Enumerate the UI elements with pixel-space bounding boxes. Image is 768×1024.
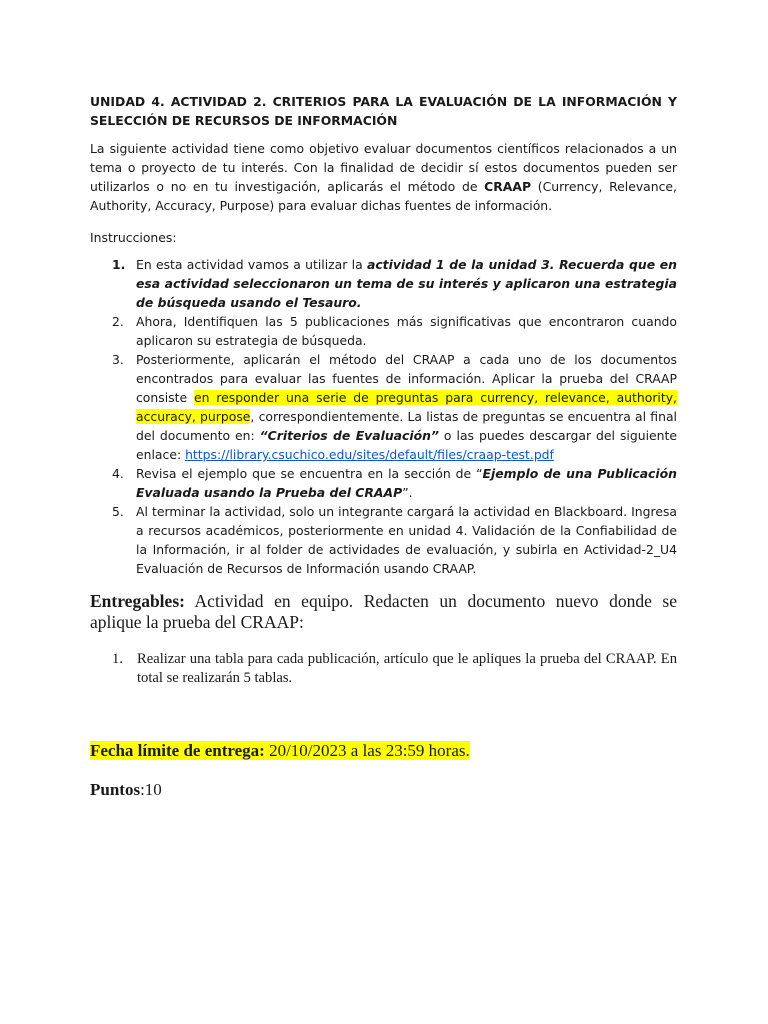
deadline-value: 20/10/2023 a las 23:59 horas. xyxy=(264,741,470,760)
highlighted-text: en responder una serie de preguntas para currency, relevance, authority, accuracy, purpose xyxy=(136,390,677,424)
intro-paragraph xyxy=(90,139,677,215)
deadline-label: Fecha límite de entrega: xyxy=(90,741,265,760)
step-text: , correspondientemente. La listas de preguntas se encuentra al final del documento en: xyxy=(136,409,677,443)
step-text: En esta actividad vamos a utilizar la xyxy=(136,257,367,272)
step-text: Posteriormente, aplicarán el método del CRAAP a cada uno de los documentos encontrados para evaluar las fuentes de información. Aplicar la prueba del CRAAP consiste xyxy=(136,352,677,405)
step-text: Ahora, Identifiquen las 5 publicaciones más significativas que encontraron cuando aplicaron su estrategia de búsqueda. xyxy=(136,314,677,348)
instructions-label: Instrucciones: xyxy=(90,230,177,245)
craap-test-link[interactable]: https://library.csuchico.edu/sites/default/files/craap-test.pdf xyxy=(185,447,554,462)
entregables-paragraph xyxy=(90,591,677,633)
document-heading: UNIDAD 4. ACTIVIDAD 2. CRITERIOS PARA LA EVALUACIÓN DE LA INFORMACIÓN Y SELECCIÓN DE RECURSOS DE INFORMACIÓN xyxy=(90,94,677,128)
points-line xyxy=(90,779,677,801)
list-item xyxy=(90,502,677,578)
list-item-number: 2. xyxy=(112,314,124,329)
list-item-number: 3. xyxy=(112,352,124,367)
step-bold-italic: Ejemplo de una Publicación Evaluada usando la Prueba del CRAAP xyxy=(136,466,677,500)
intro-craap-bold: CRAAP xyxy=(484,179,532,194)
step-bold-italic: actividad 1 de la unidad 3. Recuerda que en esa actividad seleccionaron un tema de su interés y aplicaron una estrategia de búsqueda usando el Tesauro. xyxy=(136,257,677,310)
step-text: ”. xyxy=(402,485,413,500)
intro-text-2: (Currency, Relevance, Authority, Accuracy, Purpose) para evaluar dichas fuentes de información. xyxy=(90,179,677,213)
list-item-number: 4. xyxy=(112,466,124,481)
step-text: Revisa el ejemplo que se encuentra en la sección de “ xyxy=(136,466,483,481)
intro-text-1: La siguiente actividad tiene como objetivo evaluar documentos científicos relacionados a un tema o proyecto de tu interés. Con la finalidad de decidir sí estos documentos pueden ser utilizarlos o no en tu investigación, aplicarás el método de xyxy=(90,141,677,194)
entregables-text: Actividad en equipo. Redacten un documento nuevo donde se aplique la prueba del CRAAP: xyxy=(90,591,677,632)
deadline-highlight xyxy=(90,741,470,760)
list-item xyxy=(90,312,677,350)
step-text: o las puedes descargar del siguiente enlace: xyxy=(136,428,677,462)
step-bold-italic: “Criterios de Evaluación” xyxy=(259,428,439,443)
instructions-list xyxy=(90,255,677,578)
list-item xyxy=(90,255,677,312)
list-item xyxy=(90,350,677,464)
deadline-line xyxy=(90,740,677,762)
list-item-number: 5. xyxy=(112,504,124,519)
list-item xyxy=(90,650,677,688)
entregables-item-text: Realizar una tabla para cada publicación, artículo que le apliques la prueba del CRAAP. En total se realizarán 5 tablas. xyxy=(137,651,677,686)
points-label: Puntos xyxy=(90,780,141,799)
list-item-number: 1. xyxy=(112,651,123,667)
points-value: :10 xyxy=(140,780,162,799)
step-text: Al terminar la actividad, solo un integrante cargará la actividad en Blackboard. Ingresa a recursos académicos, posteriormente en unidad 4. Validación de la Confiabilidad de la Información, ir al folder de actividades de evaluación, y subirla en Actividad-2_U4 Evaluación de Recursos de Información usando CRAAP. xyxy=(136,504,677,576)
list-item xyxy=(90,464,677,502)
list-item-number: 1. xyxy=(112,257,126,272)
entregables-label: Entregables: xyxy=(90,591,185,611)
